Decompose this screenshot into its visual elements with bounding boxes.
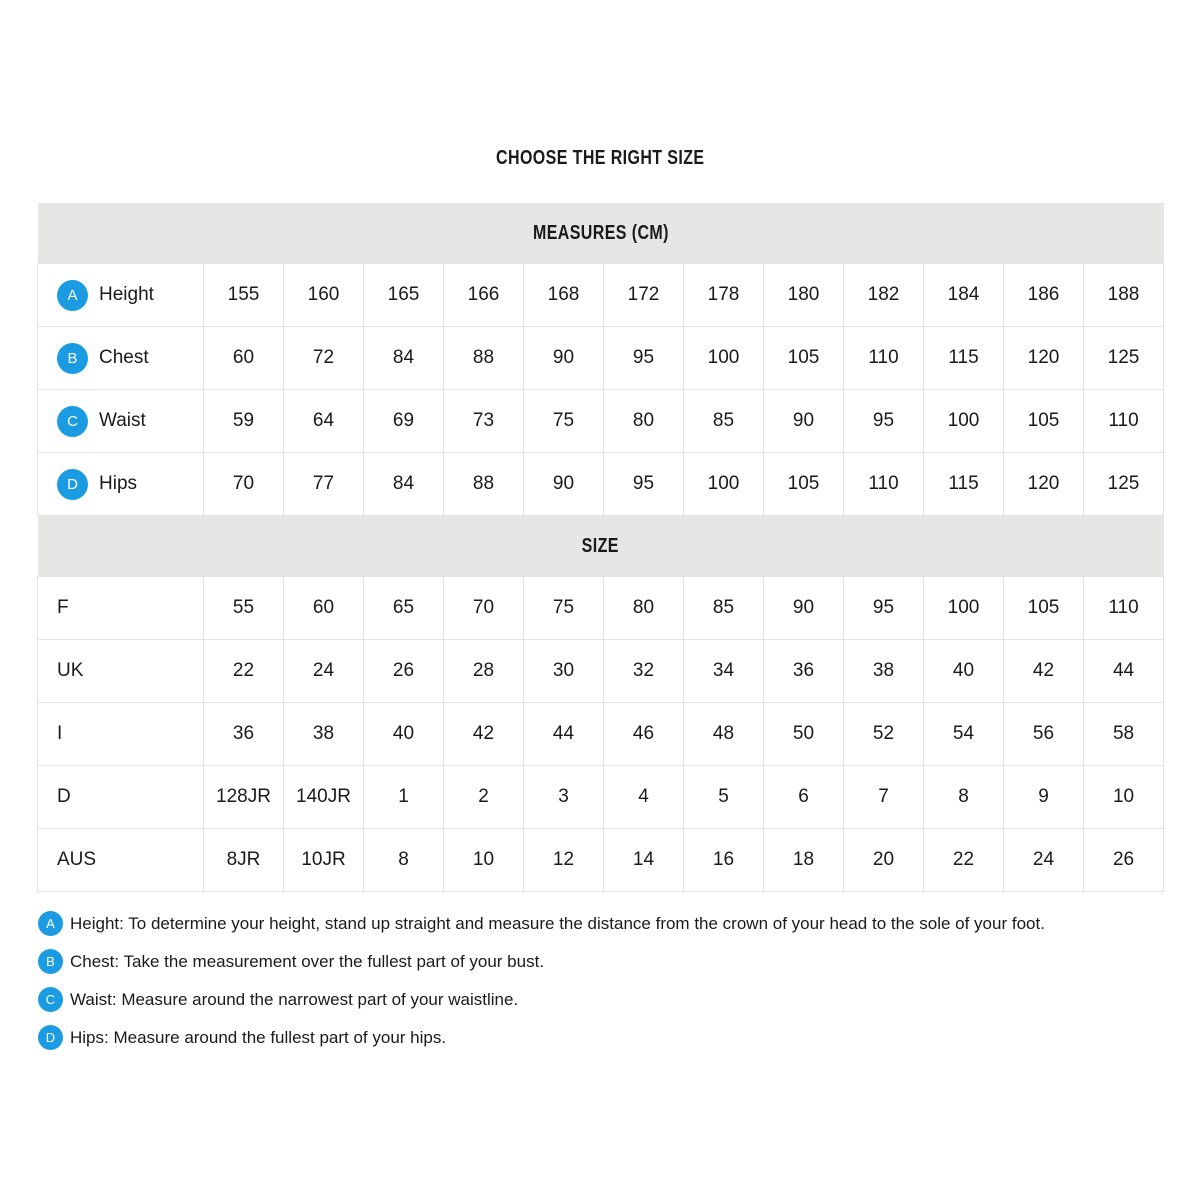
value-cell: 38: [284, 703, 364, 766]
value-cell: 95: [844, 390, 924, 453]
section-header-text: MEASURES (CM): [532, 221, 669, 244]
row-label-inner: [38, 406, 203, 437]
value-cell: 73: [444, 390, 524, 453]
measure-letter-badge: D: [57, 469, 88, 500]
row-label-cell: [38, 640, 204, 703]
measures-section-header: [38, 203, 1164, 264]
row-label-cell: [38, 327, 204, 390]
value-cell: 75: [524, 390, 604, 453]
value-cell: 100: [684, 327, 764, 390]
table-row: [38, 829, 1164, 892]
value-cell: 115: [924, 327, 1004, 390]
value-cell: 6: [764, 766, 844, 829]
footnote-text: Hips: Measure around the fullest part of your hips.: [70, 1028, 447, 1047]
value-cell: 95: [604, 453, 684, 516]
value-cell: 10: [444, 829, 524, 892]
value-cell: 125: [1084, 453, 1164, 516]
value-cell: 166: [444, 264, 524, 327]
value-cell: 10: [1084, 766, 1164, 829]
value-cell: 8: [924, 766, 1004, 829]
value-cell: 38: [844, 640, 924, 703]
row-label-cell: [38, 766, 204, 829]
value-cell: 59: [204, 390, 284, 453]
value-cell: 80: [604, 390, 684, 453]
value-cell: 110: [844, 327, 924, 390]
value-cell: 5: [684, 766, 764, 829]
page-title: [0, 0, 1200, 171]
table-row: [38, 390, 1164, 453]
row-label-cell: [38, 453, 204, 516]
row-label-inner: [38, 723, 203, 745]
row-label: Height: [99, 284, 154, 305]
value-cell: 22: [204, 640, 284, 703]
footnotes: [38, 911, 1200, 1050]
value-cell: 36: [764, 640, 844, 703]
value-cell: 20: [844, 829, 924, 892]
footnote: [38, 911, 1200, 936]
value-cell: 16: [684, 829, 764, 892]
footnote-letter-badge: A: [38, 911, 63, 936]
footnote: [38, 1025, 1200, 1050]
row-label: Waist: [99, 410, 146, 431]
value-cell: 90: [524, 327, 604, 390]
value-cell: 10JR: [284, 829, 364, 892]
value-cell: 48: [684, 703, 764, 766]
row-label-inner: [38, 849, 203, 871]
table-row: [38, 327, 1164, 390]
row-label: Chest: [99, 347, 149, 368]
value-cell: 105: [764, 453, 844, 516]
value-cell: 72: [284, 327, 364, 390]
value-cell: 9: [1004, 766, 1084, 829]
value-cell: 52: [844, 703, 924, 766]
value-cell: 100: [684, 453, 764, 516]
value-cell: 54: [924, 703, 1004, 766]
footnote-text: Height: To determine your height, stand up straight and measure the distance from the crown of your head to the sole of your foot.: [70, 914, 1045, 933]
size-chart-table: [37, 203, 1164, 892]
size-section-header: [38, 516, 1164, 577]
value-cell: 186: [1004, 264, 1084, 327]
value-cell: 110: [1084, 577, 1164, 640]
value-cell: 50: [764, 703, 844, 766]
value-cell: 110: [1084, 390, 1164, 453]
value-cell: 120: [1004, 453, 1084, 516]
footnote-text: Waist: Measure around the narrowest part of your waistline.: [70, 990, 519, 1009]
footnote-letter-badge: B: [38, 949, 63, 974]
value-cell: 40: [924, 640, 1004, 703]
value-cell: 120: [1004, 327, 1084, 390]
value-cell: 95: [604, 327, 684, 390]
footnote: [38, 987, 1200, 1012]
row-label-inner: [38, 343, 203, 374]
table-row: [38, 577, 1164, 640]
value-cell: 182: [844, 264, 924, 327]
row-label: Hips: [99, 473, 138, 494]
footnote: [38, 949, 1200, 974]
value-cell: 32: [604, 640, 684, 703]
value-cell: 125: [1084, 327, 1164, 390]
value-cell: 70: [204, 453, 284, 516]
row-label: UK: [57, 660, 84, 681]
table-row: [38, 264, 1164, 327]
value-cell: 84: [364, 453, 444, 516]
value-cell: 180: [764, 264, 844, 327]
value-cell: 8JR: [204, 829, 284, 892]
value-cell: 172: [604, 264, 684, 327]
value-cell: 44: [524, 703, 604, 766]
row-label-cell: [38, 390, 204, 453]
value-cell: 28: [444, 640, 524, 703]
value-cell: 7: [844, 766, 924, 829]
value-cell: 100: [924, 390, 1004, 453]
value-cell: 34: [684, 640, 764, 703]
value-cell: 60: [284, 577, 364, 640]
value-cell: 64: [284, 390, 364, 453]
value-cell: 42: [1004, 640, 1084, 703]
value-cell: 110: [844, 453, 924, 516]
value-cell: 3: [524, 766, 604, 829]
measure-letter-badge: C: [57, 406, 88, 437]
value-cell: 65: [364, 577, 444, 640]
value-cell: 12: [524, 829, 604, 892]
value-cell: 90: [524, 453, 604, 516]
value-cell: 40: [364, 703, 444, 766]
value-cell: 14: [604, 829, 684, 892]
value-cell: 22: [924, 829, 1004, 892]
value-cell: 168: [524, 264, 604, 327]
value-cell: 85: [684, 577, 764, 640]
value-cell: 188: [1084, 264, 1164, 327]
table-row: [38, 453, 1164, 516]
row-label: D: [57, 786, 71, 807]
value-cell: 88: [444, 453, 524, 516]
value-cell: 26: [1084, 829, 1164, 892]
footnote-text: Chest: Take the measurement over the fullest part of your bust.: [70, 952, 545, 971]
value-cell: 69: [364, 390, 444, 453]
row-label-inner: [38, 280, 203, 311]
value-cell: 178: [684, 264, 764, 327]
value-cell: 155: [204, 264, 284, 327]
table-row: [38, 640, 1164, 703]
value-cell: 46: [604, 703, 684, 766]
value-cell: 105: [764, 327, 844, 390]
value-cell: 18: [764, 829, 844, 892]
row-label-inner: [38, 660, 203, 682]
value-cell: 100: [924, 577, 1004, 640]
footnote-letter-badge: D: [38, 1025, 63, 1050]
value-cell: 70: [444, 577, 524, 640]
row-label-cell: [38, 829, 204, 892]
value-cell: 55: [204, 577, 284, 640]
value-cell: 42: [444, 703, 524, 766]
value-cell: 58: [1084, 703, 1164, 766]
value-cell: 30: [524, 640, 604, 703]
value-cell: 85: [684, 390, 764, 453]
value-cell: 184: [924, 264, 1004, 327]
footnote-letter-badge: C: [38, 987, 63, 1012]
value-cell: 90: [764, 390, 844, 453]
value-cell: 90: [764, 577, 844, 640]
value-cell: 1: [364, 766, 444, 829]
row-label: F: [57, 597, 69, 618]
value-cell: 105: [1004, 577, 1084, 640]
page-title-text: CHOOSE THE RIGHT SIZE: [495, 147, 705, 169]
value-cell: 75: [524, 577, 604, 640]
measure-letter-badge: A: [57, 280, 88, 311]
row-label-cell: [38, 703, 204, 766]
value-cell: 24: [1004, 829, 1084, 892]
value-cell: 105: [1004, 390, 1084, 453]
value-cell: 80: [604, 577, 684, 640]
section-header-text: SIZE: [581, 534, 620, 557]
value-cell: 77: [284, 453, 364, 516]
value-cell: 26: [364, 640, 444, 703]
value-cell: 88: [444, 327, 524, 390]
value-cell: 128JR: [204, 766, 284, 829]
row-label-inner: [38, 786, 203, 808]
row-label-cell: [38, 264, 204, 327]
value-cell: 95: [844, 577, 924, 640]
value-cell: 24: [284, 640, 364, 703]
table-row: [38, 703, 1164, 766]
value-cell: 2: [444, 766, 524, 829]
value-cell: 4: [604, 766, 684, 829]
row-label: AUS: [57, 849, 97, 870]
row-label: I: [57, 723, 63, 744]
value-cell: 165: [364, 264, 444, 327]
value-cell: 36: [204, 703, 284, 766]
value-cell: 140JR: [284, 766, 364, 829]
value-cell: 8: [364, 829, 444, 892]
value-cell: 84: [364, 327, 444, 390]
size-chart-table-body: [38, 203, 1164, 892]
row-label-inner: [38, 597, 203, 619]
value-cell: 56: [1004, 703, 1084, 766]
value-cell: 44: [1084, 640, 1164, 703]
value-cell: 60: [204, 327, 284, 390]
value-cell: 160: [284, 264, 364, 327]
measure-letter-badge: B: [57, 343, 88, 374]
row-label-inner: [38, 469, 203, 500]
value-cell: 115: [924, 453, 1004, 516]
table-row: [38, 766, 1164, 829]
row-label-cell: [38, 577, 204, 640]
